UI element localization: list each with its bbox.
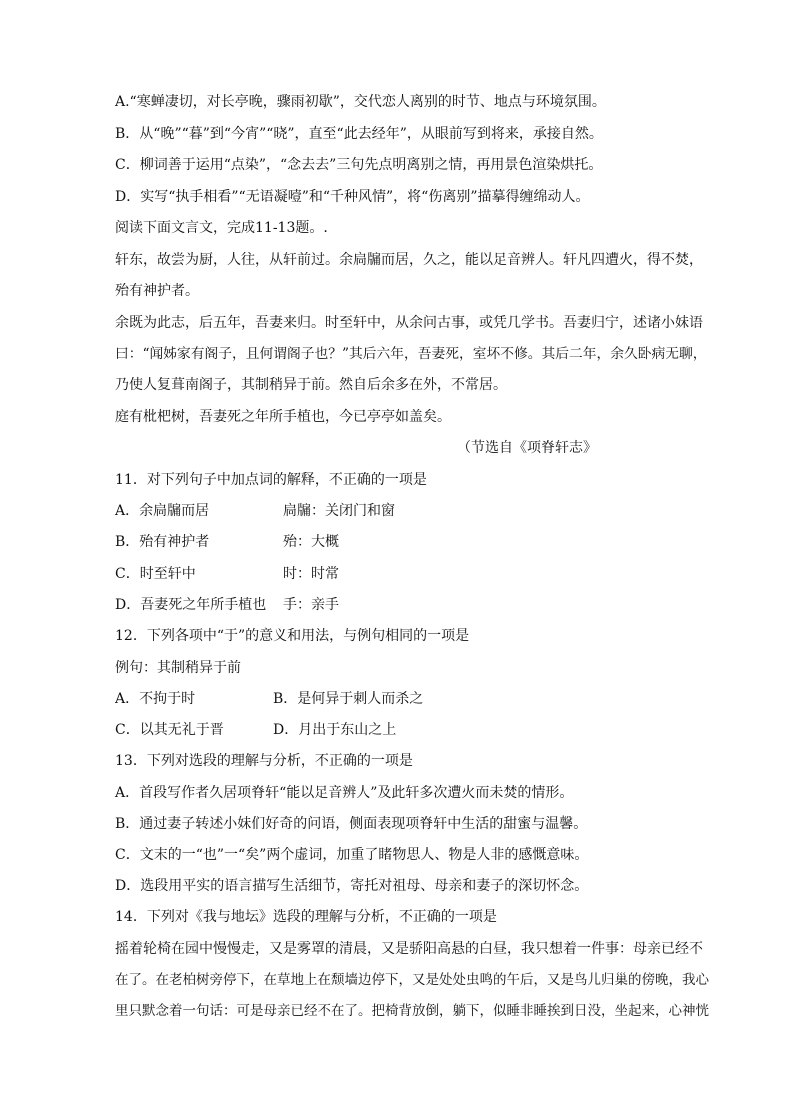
q10-option-d: D．实写“执手相看”“无语凝噎”和“千种风情”，将“伤离别”描摹得缠绵动人。: [115, 189, 590, 205]
q10-option-c: C．柳词善于运用“点染”，“念去去”三句先点明离别之情，再用景色渲染烘托。: [115, 157, 603, 173]
q12-option-b: B．是何异于刺人而杀之: [273, 691, 424, 707]
passage-p1-line1: 轩东，故尝为厨，人往，从轩前过。余扃牖而居，久之，能以足音辨人。轩凡四遭火，得不焚，: [115, 252, 703, 268]
q11-option-d-gloss: 手：亲手: [283, 597, 339, 613]
q11-option-c-sentence: C．时至轩中: [115, 566, 196, 582]
q12-example: 例句：其制稍异于前: [115, 660, 241, 676]
q11-option-a-gloss: 扃牖：关闭门和窗: [283, 503, 395, 519]
q11-option-d-sentence: D．吾妻死之年所手植也: [115, 597, 267, 613]
q10-option-a: A.“寒蝉凄切，对长亭晚，骤雨初歇”，交代恋人离别的时节、地点与环境氛围。: [115, 94, 606, 110]
passage-p2-line2: 曰：“闻姊家有阁子，且何谓阁子也？”其后六年，吾妻死，室坏不修。其后二年，余久卧病无聊，: [115, 346, 707, 362]
reading-instruction: 阅读下面文言文，完成11-13题。.: [115, 220, 328, 236]
passage-p1-line2: 殆有神护者。: [115, 283, 199, 299]
q12-option-c: C．以其无礼于晋: [115, 722, 224, 738]
q12-stem: 12．下列各项中“于”的意义和用法，与例句相同的一项是: [115, 628, 470, 644]
passage-p2-line3: 乃使人复葺南阁子，其制稍异于前。然自后余多在外，不常居。: [115, 377, 507, 393]
q12-option-d: D．月出于东山之上: [273, 722, 397, 738]
q11-stem: 11．对下列句子中加点词的解释，不正确的一项是: [115, 472, 427, 488]
q13-option-c: C．文末的一“也”一“矣”两个虚词，加重了睹物思人、物是人非的感慨意味。: [115, 847, 589, 863]
q14-stem: 14．下列对《我与地坛》选段的理解与分析，不正确的一项是: [115, 909, 497, 925]
q13-option-a: A．首段写作者久居项脊轩“能以足音辨人”及此轩多次遭火而未焚的情形。: [115, 785, 574, 801]
q11-option-b-gloss: 殆：大概: [283, 534, 339, 550]
passage-p3: 庭有枇杷树，吾妻死之年所手植也，今已亭亭如盖矣。: [115, 409, 451, 425]
q13-stem: 13．下列对选段的理解与分析，不正确的一项是: [115, 753, 413, 769]
q13-option-d: D．选段用平实的语言描写生活细节，寄托对祖母、母亲和妻子的深切怀念。: [115, 878, 589, 894]
passage-p2-line1: 余既为此志，后五年，吾妻来归。时至轩中，从余问古事，或凭几学书。吾妻归宁，述诸小妹语: [115, 315, 703, 331]
q14-passage-line2: 在了。在老柏树旁停下，在草地上在颓墙边停下，又是处处虫鸣的午后，又是鸟儿归巢的傍晚，我心: [115, 972, 709, 988]
q12-option-a: A．不拘于时: [115, 691, 196, 707]
q14-passage-line1: 摇着轮椅在园中慢慢走，又是雾罩的清晨，又是骄阳高悬的白昼，我只想着一件事：母亲已经不: [115, 941, 703, 957]
passage-source: （节选自《项脊轩志》: [457, 440, 597, 456]
q11-option-c-gloss: 时：时常: [283, 566, 339, 582]
q10-option-b: B．从“晚”“暮”到“今宵”“晓”，直至“此去经年”，从眼前写到将来，承接自然。: [115, 126, 603, 142]
q11-option-b-sentence: B．殆有神护者: [115, 534, 210, 550]
q13-option-b: B．通过妻子转述小妹们好奇的问语，侧面表现项脊轩中生活的甜蜜与温馨。: [115, 816, 588, 832]
q14-passage-line3: 里只默念着一句话：可是母亲已经不在了。把椅背放倒，躺下，似睡非睡挨到日没，坐起来，心神恍: [115, 1003, 709, 1019]
q11-option-a-sentence: A．余扃牖而居: [115, 503, 210, 519]
